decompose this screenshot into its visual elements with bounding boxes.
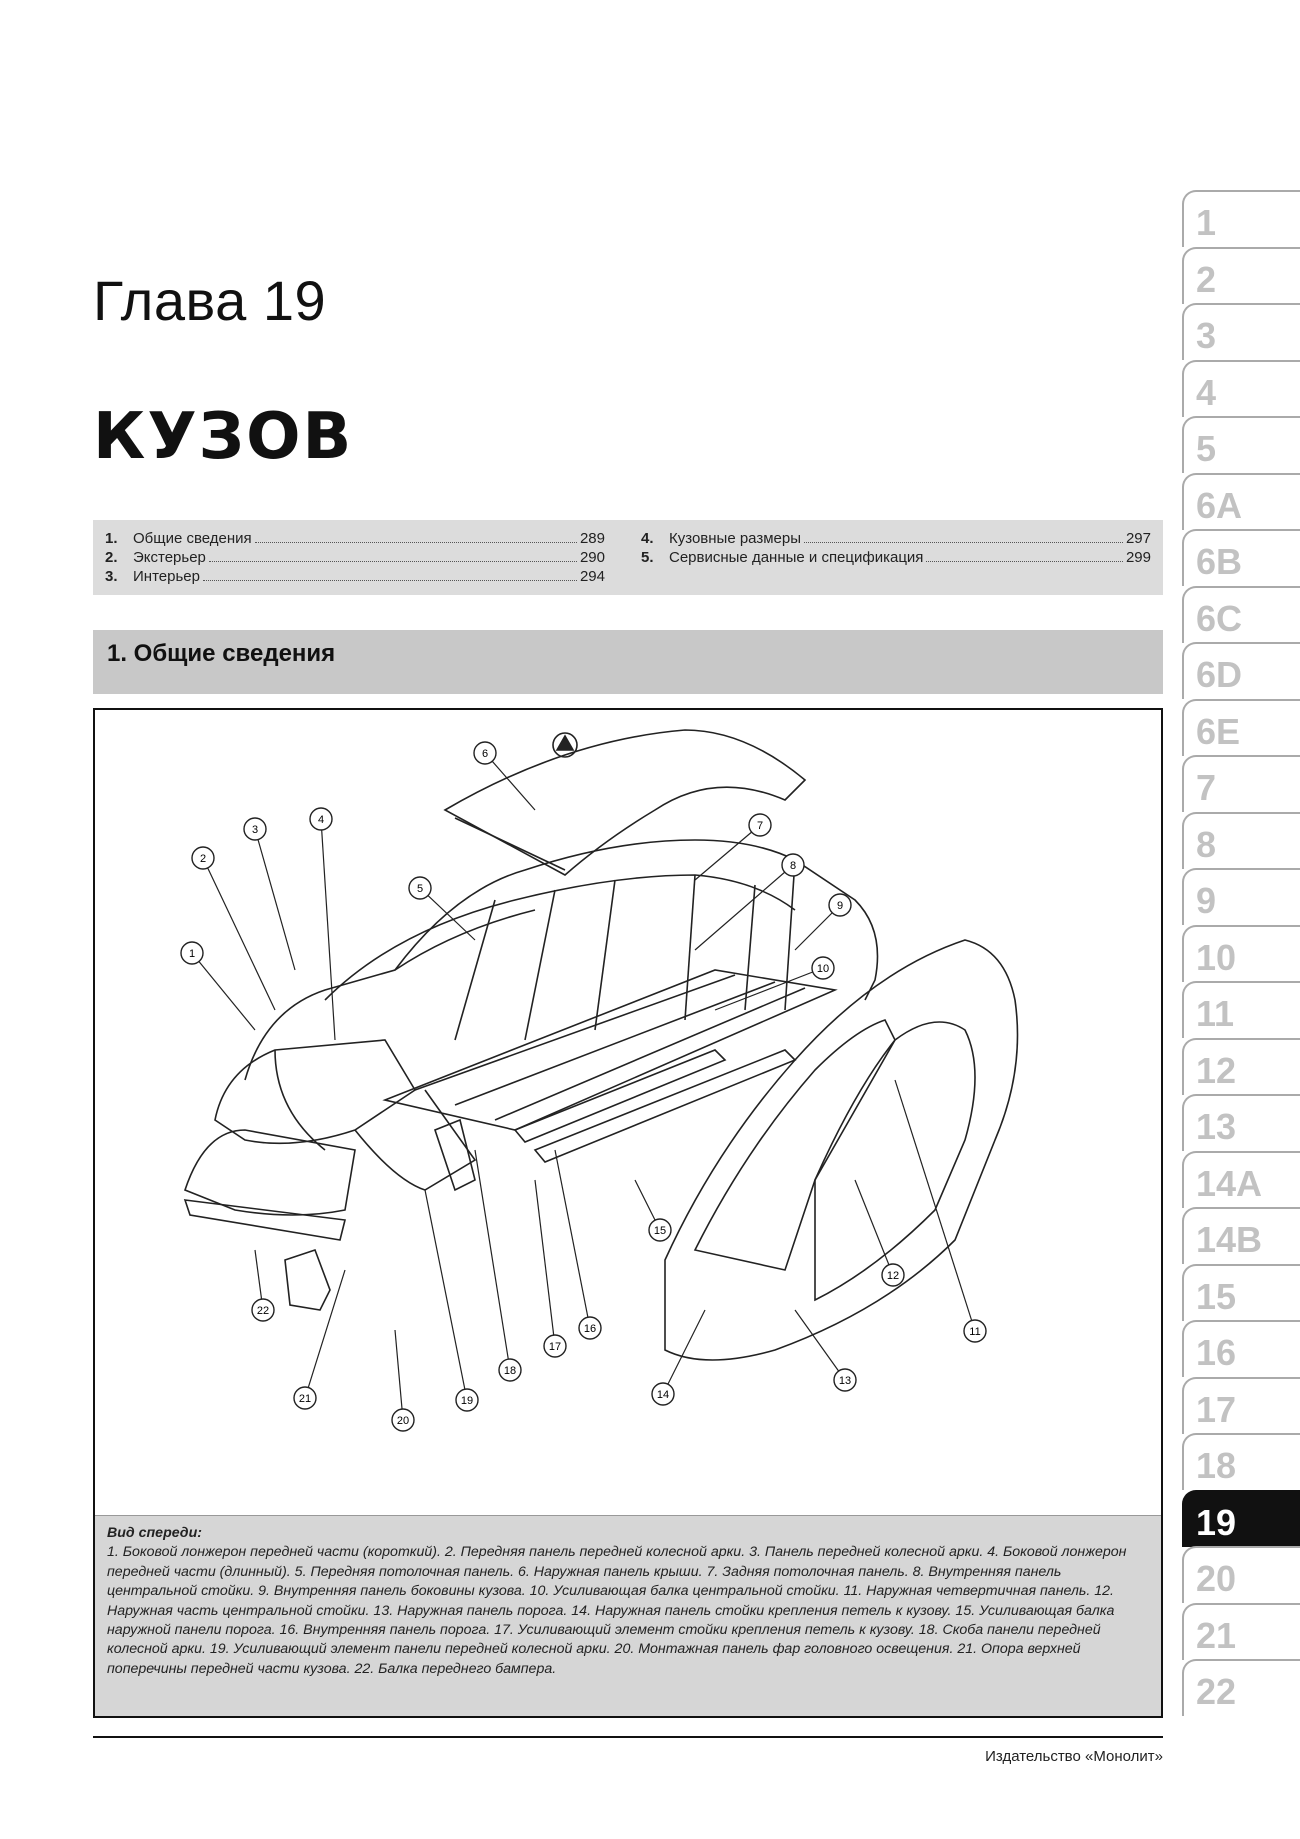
- toc-entry-label: Кузовные размеры: [669, 530, 802, 547]
- figure-caption: [95, 1515, 1161, 1716]
- chapter-tab-8[interactable]: [1182, 812, 1300, 869]
- callout-number: 18: [503, 1365, 517, 1377]
- callout-9: [795, 894, 851, 950]
- chapter-tab-label: 5: [1196, 428, 1217, 469]
- callout-13: [795, 1310, 856, 1391]
- callout-number: 12: [886, 1270, 900, 1282]
- chapter-tab-label: 15: [1196, 1275, 1237, 1317]
- callout-number: 22: [256, 1305, 270, 1317]
- chapter-tab-14b[interactable]: [1182, 1207, 1300, 1264]
- callout-number: 13: [838, 1375, 852, 1387]
- callout-number: 20: [396, 1415, 410, 1427]
- chapter-tab-7[interactable]: [1182, 755, 1300, 812]
- chapter-tab-label: 16: [1196, 1332, 1237, 1373]
- callout-11: [895, 1080, 986, 1342]
- callout-number: 7: [756, 820, 764, 832]
- chapter-tab-16[interactable]: [1182, 1320, 1300, 1377]
- chapter-tab-label: 19: [1196, 1501, 1237, 1543]
- toc-entry-number: 1.: [105, 530, 118, 547]
- callout-4: [310, 808, 335, 1040]
- chapter-tab-15[interactable]: [1182, 1264, 1300, 1321]
- car-body-diagram: [95, 710, 1161, 1514]
- callout-leader-line: [321, 819, 335, 1040]
- caption-title: Вид спереди:: [107, 1525, 202, 1541]
- callout-12: [855, 1180, 904, 1286]
- chapter-tab-label: 12: [1196, 1049, 1237, 1091]
- chapter-tab-label: 6B: [1196, 541, 1243, 582]
- chapter-tab-label: 10: [1196, 936, 1237, 978]
- toc-entry-page: 289: [579, 530, 605, 547]
- chapter-tab-label: 13: [1196, 1106, 1237, 1147]
- callout-6: [474, 742, 535, 810]
- chapter-tab-4[interactable]: [1182, 360, 1300, 417]
- chapter-tab-label: 11: [1196, 993, 1235, 1034]
- toc-column-left: [105, 530, 605, 587]
- chapter-tab-6d[interactable]: [1182, 642, 1300, 699]
- toc-entry-label: Общие сведения: [133, 530, 252, 547]
- callout-number: 10: [816, 963, 830, 975]
- chapter-tab-label: 17: [1196, 1388, 1237, 1430]
- callout-number: 14: [656, 1389, 670, 1401]
- caption-text: 1. Боковой лонжерон передней части (короткий). 2. Передняя панель передней колесной арки. 3. Панель передней колесной арки. 4. Боковой лонжерон передней части (длинный). 5. Передняя потолочная панель. 6. Наружная панель крыши. 7. Задняя потолочная панель. 8. Внутренняя панель центральной стойки. 9. Внутренняя панель боковины кузова. 10. Усиливающая балка центральной стойки. 11. Наружная четвертичная панель. 12. Наружная часть центральной стойки. 13. Наружная панель порога. 14. Наружная панель стойки крепления петель к кузову. 15. Усиливающая балка наружной панели порога. 16. Внутренняя панель порога. 17. Усиливающий элемент стойки крепления петель к кузову. 18. Скоба панели передней колесной арки. 19. Усиливающий элемент панели передней колесной арки. 20. Монтажная панель фар головного освещения. 21. Опора верхней поперечины передней части кузова. 22. Балка переднего бампера.: [107, 1544, 1127, 1677]
- toc-entry-number: 2.: [105, 549, 118, 566]
- chapter-tab-18[interactable]: [1182, 1433, 1300, 1490]
- chapter-tab-1[interactable]: [1182, 190, 1300, 247]
- chapter-tab-10[interactable]: [1182, 925, 1300, 982]
- footer-rule: [93, 1736, 1163, 1738]
- toc-entry[interactable]: [105, 568, 605, 587]
- callout-number: 17: [548, 1341, 562, 1353]
- callout-number: 8: [789, 860, 797, 872]
- toc-entry-page: 290: [579, 549, 605, 566]
- publisher-name: Издательство «Монолит»: [985, 1748, 1163, 1765]
- chapter-tab-label: 18: [1196, 1445, 1237, 1486]
- chapter-tab-17[interactable]: [1182, 1377, 1300, 1434]
- callout-19: [425, 1190, 478, 1411]
- chapter-tab-label: 8: [1196, 823, 1217, 865]
- callout-leader-line: [895, 1080, 975, 1331]
- callout-number: 4: [317, 814, 325, 826]
- chapter-tab-6a[interactable]: [1182, 473, 1300, 530]
- chapter-tab-label: 6C: [1196, 597, 1243, 639]
- chapter-tab-14a[interactable]: [1182, 1151, 1300, 1208]
- toc-leader-dots: [203, 580, 577, 581]
- chapter-tab-label: 6A: [1196, 484, 1243, 526]
- toc-leader-dots: [804, 542, 1123, 543]
- toc-leader-dots: [255, 542, 577, 543]
- callout-layer: [181, 742, 986, 1431]
- callout-5: [409, 877, 475, 940]
- chapter-tab-label: 9: [1196, 880, 1217, 921]
- callout-number: 9: [836, 900, 844, 912]
- toc-entry-label: Сервисные данные и спецификация: [669, 549, 924, 566]
- chapter-title: КУЗОВ: [93, 400, 354, 474]
- chapter-tab-13[interactable]: [1182, 1094, 1300, 1151]
- section-heading: [93, 630, 1163, 694]
- chapter-tab-3[interactable]: [1182, 303, 1300, 360]
- table-of-contents: [93, 520, 1163, 595]
- callout-21: [294, 1270, 345, 1409]
- callout-leader-line: [535, 1180, 555, 1346]
- callout-leader-line: [695, 825, 760, 880]
- toc-entry-label: Экстерьер: [133, 549, 206, 566]
- chapter-tab-6b[interactable]: [1182, 529, 1300, 586]
- callout-number: 1: [188, 948, 196, 960]
- chapter-tab-12[interactable]: [1182, 1038, 1300, 1095]
- chapter-tab-6c[interactable]: [1182, 586, 1300, 643]
- chapter-tab-label: 14A: [1196, 1162, 1263, 1204]
- chapter-tab-5[interactable]: [1182, 416, 1300, 473]
- callout-number: 6: [481, 748, 489, 760]
- callout-number: 21: [298, 1393, 312, 1405]
- chapter-tab-label: 1: [1196, 202, 1217, 243]
- callout-18: [475, 1150, 521, 1381]
- callout-leader-line: [475, 1150, 510, 1370]
- callout-14: [652, 1310, 705, 1405]
- chapter-tab-label: 21: [1196, 1614, 1237, 1656]
- callout-17: [535, 1180, 566, 1357]
- callout-leader-line: [203, 858, 275, 1010]
- chapter-tab-label: 6E: [1196, 710, 1241, 752]
- chapter-tab-label: 22: [1196, 1671, 1237, 1712]
- callout-leader-line: [425, 1190, 467, 1400]
- callout-16: [555, 1150, 601, 1339]
- callout-2: [192, 847, 275, 1010]
- chapter-tab-strip: [1182, 190, 1300, 1716]
- callout-8: [695, 854, 804, 950]
- body-structure-figure: [93, 708, 1163, 1718]
- callout-leader-line: [695, 865, 793, 950]
- toc-entry[interactable]: [641, 549, 1151, 568]
- chapter-tab-label: 3: [1196, 315, 1217, 356]
- callout-leader-line: [255, 829, 295, 970]
- toc-column-right: [641, 530, 1151, 568]
- chapter-tab-20[interactable]: [1182, 1546, 1300, 1603]
- callout-leader-line: [395, 1330, 403, 1420]
- callout-number: 5: [416, 883, 424, 895]
- callout-leader-line: [305, 1270, 345, 1398]
- callout-3: [244, 818, 295, 970]
- callout-number: 11: [969, 1326, 981, 1338]
- callout-15: [635, 1180, 671, 1241]
- toc-entry[interactable]: [105, 530, 605, 549]
- toc-entry[interactable]: [105, 549, 605, 568]
- toc-leader-dots: [926, 561, 1123, 562]
- chapter-label: Глава 19: [93, 269, 327, 332]
- toc-entry-label: Интерьер: [133, 568, 200, 585]
- chapter-tab-label: 4: [1196, 371, 1217, 413]
- callout-leader-line: [795, 1310, 845, 1380]
- chapter-tab-2[interactable]: [1182, 247, 1300, 304]
- chapter-tab-label: 14B: [1196, 1219, 1263, 1260]
- callout-leader-line: [555, 1150, 590, 1328]
- callout-10: [715, 957, 834, 1010]
- callout-number: 16: [583, 1323, 597, 1335]
- toc-leader-dots: [209, 561, 577, 562]
- chapter-tab-label: 2: [1196, 258, 1217, 300]
- chapter-tab-22[interactable]: [1182, 1659, 1300, 1716]
- callout-leader-line: [192, 953, 255, 1030]
- section-title: 1. Общие сведения: [107, 640, 336, 667]
- chapter-tab-label: 20: [1196, 1558, 1237, 1599]
- chapter-tab-9[interactable]: [1182, 868, 1300, 925]
- chapter-tab-11[interactable]: [1182, 981, 1300, 1038]
- toc-entry-page: 294: [579, 568, 605, 585]
- chapter-tab-19[interactable]: [1182, 1490, 1300, 1547]
- toc-entry-number: 3.: [105, 568, 118, 585]
- toc-entry-number: 4.: [641, 530, 654, 547]
- callout-1: [181, 942, 255, 1030]
- chapter-tab-21[interactable]: [1182, 1603, 1300, 1660]
- callout-22: [252, 1250, 274, 1321]
- toc-entry-page: 299: [1125, 549, 1151, 566]
- chapter-tab-label: 7: [1196, 767, 1217, 808]
- chapter-tab-label: 6D: [1196, 654, 1243, 695]
- toc-entry-page: 297: [1125, 530, 1151, 547]
- callout-number: 19: [460, 1395, 474, 1407]
- callout-number: 15: [653, 1225, 667, 1237]
- callout-number: 3: [251, 824, 259, 836]
- callout-20: [392, 1330, 414, 1431]
- callout-leader-line: [855, 1180, 893, 1275]
- chapter-tab-6e[interactable]: [1182, 699, 1300, 756]
- toc-entry[interactable]: [641, 530, 1151, 549]
- toc-entry-number: 5.: [641, 549, 654, 566]
- callout-number: 2: [199, 853, 207, 865]
